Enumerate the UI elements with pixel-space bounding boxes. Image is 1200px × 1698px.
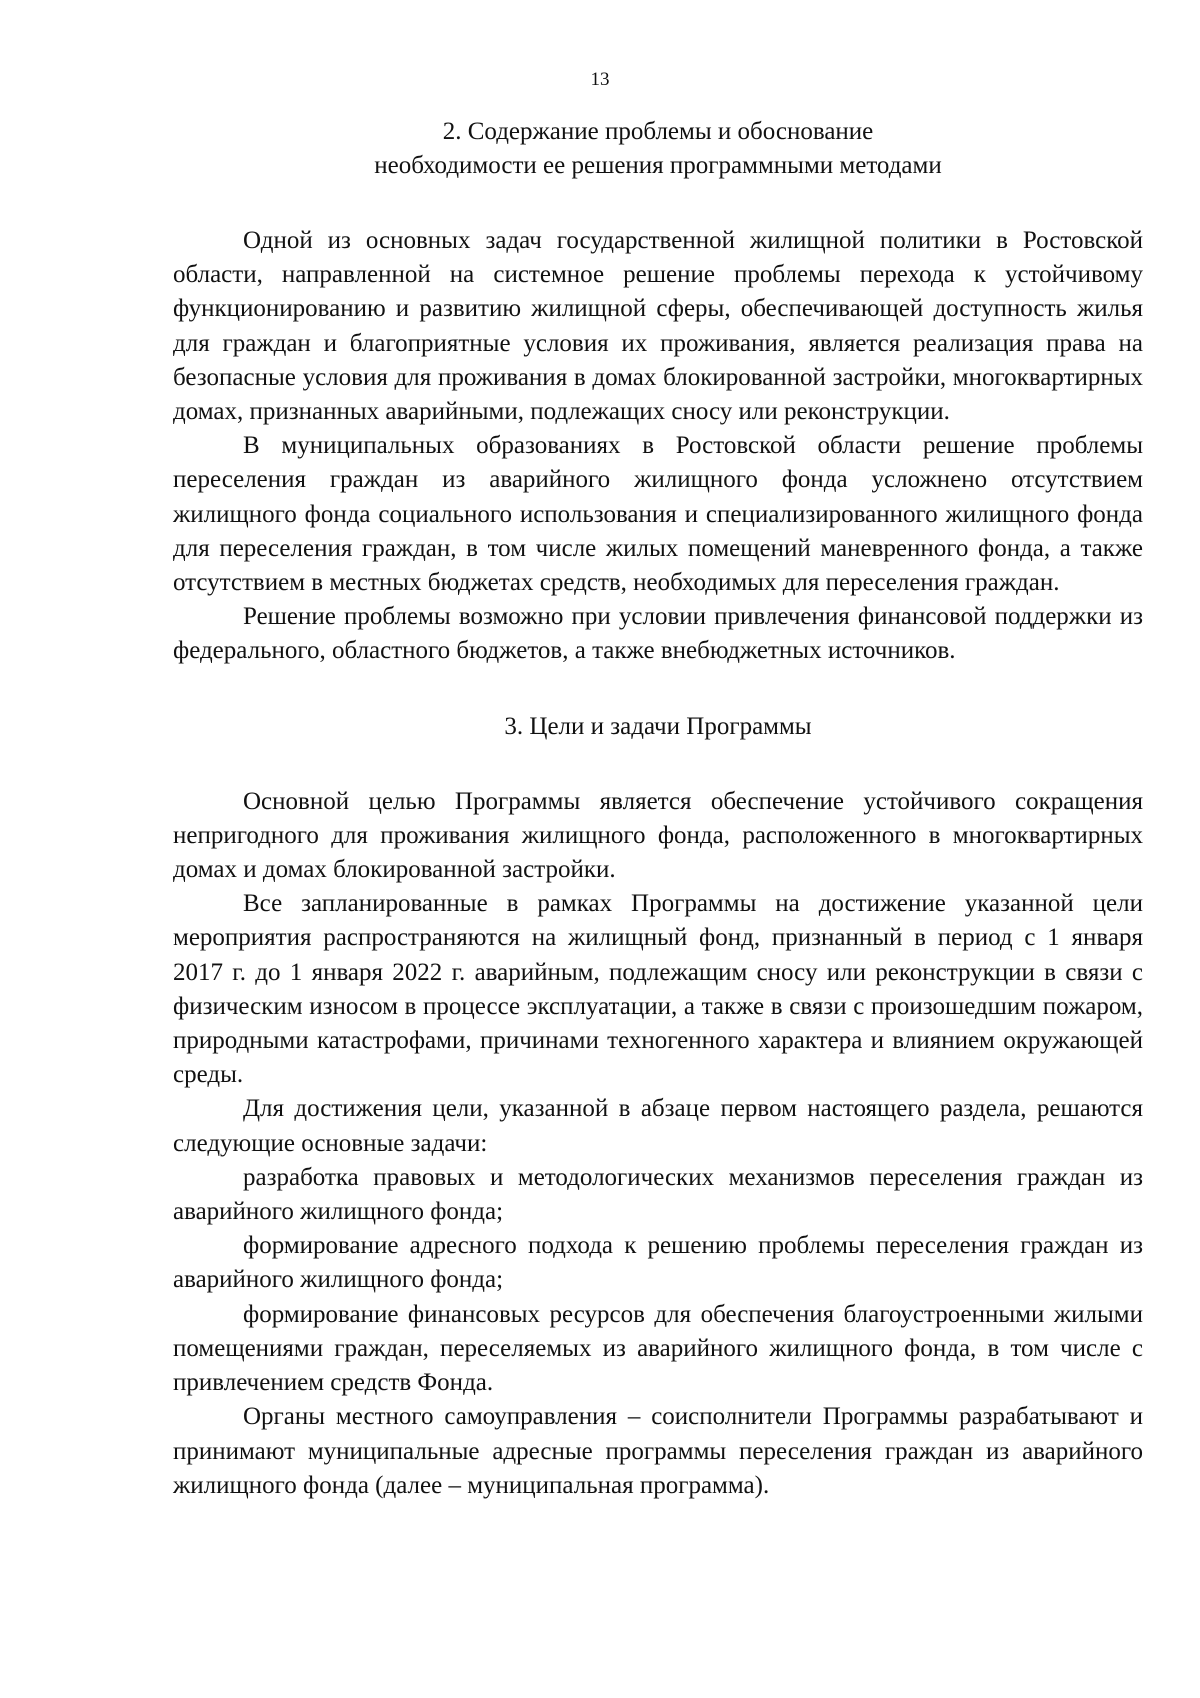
section-2-paragraph-3: Решение проблемы возможно при условии привлечения финансовой поддержки из федерального, областного бюджетов, а также внебюджетных источников. — [173, 603, 1143, 665]
document-body — [173, 115, 1143, 1503]
section-2-paragraph-2: В муниципальных образованиях в Ростовской области решение проблемы переселения граждан из аварийного жилищного фонда усложнено отсутствием жилищного фонда социального использования и специализированного жилищного фонда для переселения граждан, в том числе жилых помещений маневренного фонда, а также отсутствием в местных бюджетах средств, необходимых для переселения граждан. — [173, 432, 1143, 597]
section-3-paragraph-2: Все запланированные в рамках Программы на достижение указанной цели мероприятия распространяются на жилищный фонд, признанный в период с 1 января 2017 г. до 1 января 2022 г. аварийным, подлежащим сносу или реконструкции в связи с физическим износом в процессе эксплуатации, а также в связи с произошедшим пожаром, природными катастрофами, причинами техногенного характера и влиянием окружающей среды. — [173, 890, 1143, 1089]
section-2-title-line-2: необходимости ее решения программными методами — [374, 152, 942, 179]
section-2-paragraph-1: Одной из основных задач государственной жилищной политики в Ростовской области, направленной на системное решение проблемы перехода к устойчивому функционированию и развитию жилищной сферы, обеспечивающей доступность жилья для граждан и благоприятные условия их проживания, является реализация права на безопасные условия для проживания в домах блокированной застройки, многоквартирных домах, признанных аварийными, подлежащих сносу или реконструкции. — [173, 227, 1143, 426]
section-3-task-2: формирование адресного подхода к решению проблемы переселения граждан из аварийного жилищного фонда; — [173, 1232, 1143, 1294]
page-number: 13 — [590, 69, 610, 90]
section-3-paragraph-last: Органы местного самоуправления – соисполнители Программы разрабатывают и принимают муниципальные адресные программы переселения граждан из аварийного жилищного фонда (далее – муниципальная программа). — [173, 1403, 1143, 1499]
section-3-task-3: формирование финансовых ресурсов для обеспечения благоустроенными жилыми помещениями граждан, переселяемых из аварийного жилищного фонда, в том числе с привлечением средств Фонда. — [173, 1300, 1143, 1397]
section-2-title-line-1: 2. Содержание проблемы и обоснование — [442, 118, 874, 145]
section-2-title — [173, 115, 1143, 183]
section-3-paragraph-3: Для достижения цели, указанной в абзаце первом настоящего раздела, решаются следующие основные задачи: — [173, 1095, 1143, 1157]
section-3-paragraph-1: Основной целью Программы является обеспечение устойчивого сокращения непригодного для проживания жилищного фонда, расположенного в многоквартирных домах и домах блокированной застройки. — [173, 787, 1143, 884]
section-3-title: 3. Цели и задачи Программы — [504, 712, 812, 740]
section-3-task-1: разработка правовых и методологических механизмов переселения граждан из аварийного жилищного фонда; — [173, 1163, 1143, 1226]
